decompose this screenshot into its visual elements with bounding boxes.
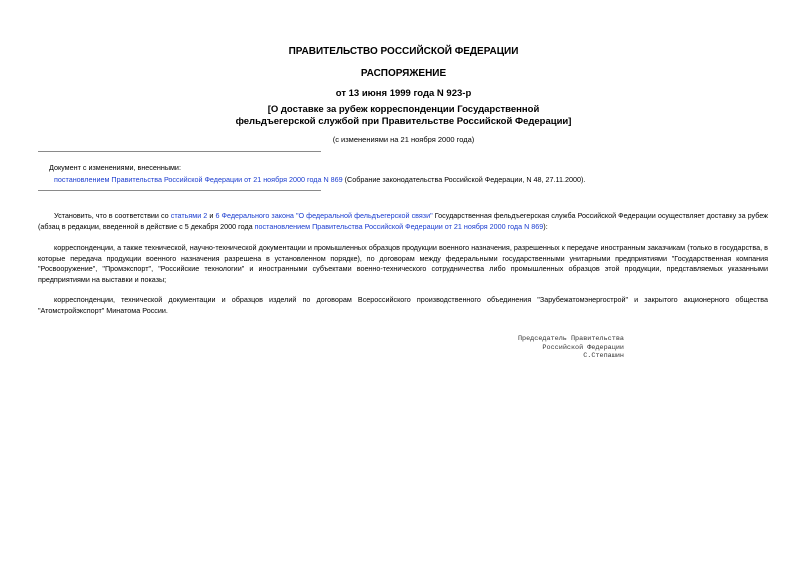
document-type: РАСПОРЯЖЕНИЕ xyxy=(360,68,447,79)
signature-block xyxy=(470,335,624,361)
signatory-position: Председатель Правительства xyxy=(517,335,624,343)
divider-bottom xyxy=(38,190,321,191)
paragraph-military-correspondence: корреспонденции, а также технической, научно-технической документации и промышленных образцов продукции военного назначения, разрешенных к передаче иностранным заказчикам (только в государства, в которые передача продукции военного назначения разрешена в установленном порядке), по договорам между федеральными государственными унитарными предприятиями "Государственная компания "Росвооружение", "Промэкспорт", "Российские технологии" и иностранными субъектами военно-технического сотрудничества либо промышленных образцов этой продукции, представляемых указанными предприятиями на выставки и показы; xyxy=(38,243,768,284)
changes-source-note: (Собрание законодательства Российской Федерации, N 48, 27.11.2000). xyxy=(342,175,586,184)
amending-decree-link[interactable]: постановлением Правительства Российской Федерации от 21 ноября 2000 года N 869 xyxy=(54,175,343,184)
p1-text-1: Установить, что в соответствии со xyxy=(54,211,171,220)
changes-heading: Документ с изменениями, внесенными: xyxy=(49,163,181,172)
document-title xyxy=(0,104,807,128)
p1-text-2: и xyxy=(207,211,216,220)
document-date-number: от 13 июня 1999 года N 923-р xyxy=(335,88,472,99)
p1-text-3: Государственная фельдъегерская служба Российской Федерации осуществляет доставку за рубеж (абзац в редакции, введенной в действие с 5 декабря 2000 года xyxy=(38,211,768,231)
changes-reference xyxy=(54,175,585,184)
document-title-line-2: фельдъегерской службой при Правительстве Российской Федерации] xyxy=(235,116,572,127)
law-articles-link[interactable]: статьями 2 xyxy=(170,211,208,220)
issuing-authority: ПРАВИТЕЛЬСТВО РОССИЙСКОЙ ФЕДЕРАЦИИ xyxy=(288,46,519,57)
signatory-name: С.Степашин xyxy=(583,352,624,360)
amending-decree-link-inline[interactable]: постановлением Правительства Российской Федерации от 21 ноября 2000 года N 869 xyxy=(254,221,544,231)
paragraph-nuclear-correspondence: корреспонденции, технической документации и образцов изделий по договорам Всероссийского производственного объединения "Зарубежатомэнергострой" и закрытого акционерного общества "Атомстройэкспорт" Минатома России. xyxy=(38,295,768,315)
document-title-line-1: [О доставке за рубеж корреспонденции Государственной xyxy=(267,104,540,115)
amendment-note: (с изменениями на 21 ноября 2000 года) xyxy=(332,135,475,144)
federal-law-link[interactable]: 6 Федерального закона "О федеральной фельдъегерской связи" xyxy=(215,211,433,220)
signatory-body: Российской Федерации xyxy=(542,343,624,352)
divider-top xyxy=(38,151,321,152)
p1-text-4: ): xyxy=(543,221,548,231)
paragraph-establish xyxy=(38,211,768,232)
